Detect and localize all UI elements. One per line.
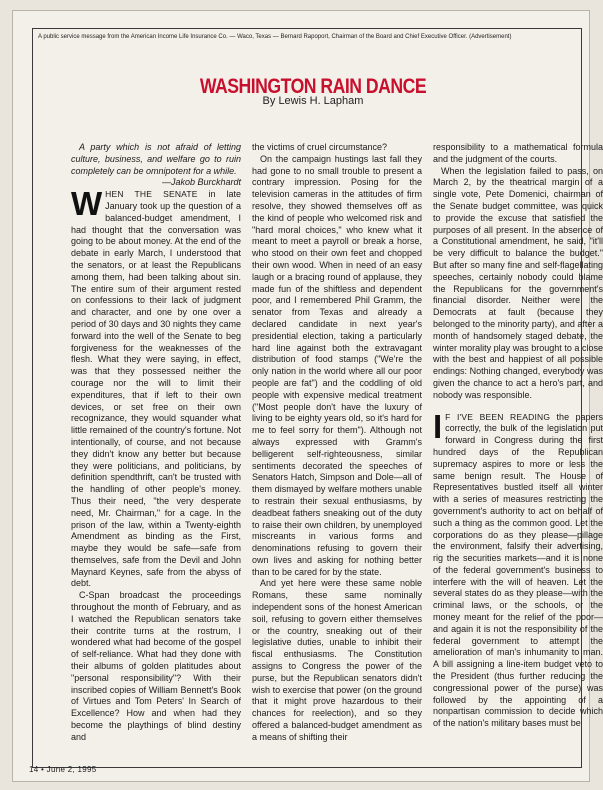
paragraph: When the legislation failed to pass, on March 2, by the theatrical margin of a single vote, Pete Domenici, chairman of the Senate budget committee, was quick to provide the excuse that satisfied the purposes of all present. In the absence of a Constitutional amendment, he said, "it'll be very difficult to balance the budget." But after so many fine and self-flagellating speeches, certainly nobody could blame the Republicans for the government's financial disorder. Neither were the Democrats at fault (because they belonged to the minority party), and after a month of handsomely staged debate, the winter morality play was brought to a close with the best and happiest of all possible endings: Nothing changed, everybody was given the chance to act a hero's part, and nobody was responsible. [433, 165, 603, 400]
column-2 [252, 142, 422, 742]
paragraph-text: in late January took up the question of a balanced-budget amendment, I had thought that the conversation was going to be about money. At the end of the debate in early March, I understood that the senators, or at least the Republicans among them, had been talking about sin. The entire sum of their argument rested on confessions to their lack of judgment and character, and one by one over a period of 30 days and 30 nights they came forward into the well of the Senate to beg forgiveness for the weaknesses of the flesh. What they were saying, in effect, was that they possessed neither the courage nor the will to limit their expenditures, that if left to their own devices, or set free on their own recognizance, they would squander what little remained of the country's fortune. Not intentionally, of course, and not because they didn't know any better but because they were politicians, and politicians, by definition spendthrift, can't be trusted with the handling of other people's money. Thus their need, "the very desperate need, Mr. Chairman," for a cage. In the prison of the law, within a Twenty-eighth Amendment as binding as the First, maybe they would be safe—safe from themselves, safe from the Devil and John Maynard Keynes, safe from the abyss of debt. [71, 189, 241, 589]
paragraph-text: the papers correctly, the bulk of the legislation put forward in Congress during the first hundred days of the Republican supremacy aspires to more or less the same benign result. The House of Representatives bustled itself all winter with a series of measures restricting the government's authority to act on behalf of such a thing as the common good. Let the corporations do as they please—pillage the environment, falsify their advertising, rig the securities markets—and it is none of the federal government's business to interfere with the will of heaven. Let the several states do as they please—with the criminal laws, or the schools, or the money meant for the relief of the poor—and again it is not the responsibility of the federal government to attempt the amelioration of man's inhumanity to man. A bill assigning a line-item budget veto to the President (thus further reducing the congressional power of the purse) was followed by the appointing of a nonpartisan commission to decide which of the nation's military bases must be [433, 411, 603, 729]
epigraph [71, 142, 241, 189]
byline: By Lewis H. Lapham [262, 95, 364, 107]
paragraph: On the campaign hustings last fall they had gone to no small trouble to present a contrary impression. Posing for the television cameras in the attitudes of firm resolve, they showed themselves off as the kind of people who welcomed risk and "hard moral choices," who knew what it meant to meet a payroll or break a horse, who stood on their own feet and chopped their own wood. When in need of an easy laugh or a bracing round of applause, they made fun of the shiftless and dependent poor, and I remembered Phil Gramm, the senator from Texas and already a declared candidate in next year's presidential election, taking a particularly hard line against both the extravagant distribution of food stamps ("We're the only nation in the world where all our poor people are fat") and the coddling of old people with expensive medical treatment ("Most people don't have the luxury of living to be eighty years old, so it's hard for me to feel sorry for them"). Although not always expressed with Gramm's belligerent self-righteousness, similar sentiments decorated the speeches of Senators Hatch, Simpson and Dole—all of them dismayed by welfare mothers unable to restrain their sexual enthusiasms, by deadbeat fathers sneaking out of the duty to raise their own children, by unemployed miscreants in various forms and denominations refusing to govern their own lives and asking for nothing better than to be cared for by the state. [252, 153, 422, 577]
lead-in: F I'VE BEEN READING [445, 411, 551, 422]
epigraph-attribution: —Jakob Burckhardt [161, 177, 241, 188]
column-1 [71, 142, 241, 742]
drop-cap: W [71, 185, 103, 223]
paragraph [71, 185, 241, 590]
drop-cap: I [433, 407, 443, 445]
paragraph: C-Span broadcast the proceedings throughout the month of February, and as I watched the Republican senators take their contrite turns at the rostrum, I wondered what had become of the gospel of self-reliance. What had they done with their albums of golden platitudes about "personal responsibility"? With their inscribed copies of William Bennett's Book of Virtues and Tom Peters' In Search of Excellence? How and when had they become the playthings of blind destiny and [71, 590, 241, 742]
paragraph [433, 407, 603, 731]
page-footer: 14 • June 2, 1995 [29, 765, 97, 774]
column-3 [433, 142, 603, 732]
magazine-page [12, 10, 603, 782]
paragraph: responsibility to a mathematical formula and the judgment of the courts. [433, 142, 603, 164]
advertisement-notice: A public service message from the American Income Life Insurance Co. — Waco, Texas — Bernard Rapoport, Chairman of the Board and Chief Executive Officer. (Advertisement) [38, 34, 512, 40]
paragraph: the victims of cruel circumstance? [252, 142, 388, 152]
lead-in: HEN THE SENATE [105, 189, 198, 200]
paragraph: And yet here were these same noble Romans, these same nominally independent sons of the honest American soil, refusing to govern either themselves or the country, sneaking out of their legislative duties, unable to inhibit their fiscal enthusiasms. The Constitution assigns to Congress the power of the purse, but the Republican senators didn't wish to exercise that power (on the ground that it might prove hazardous to their chances for reelection), and so they offered a balanced-budget amendment as a means of shifting their [252, 578, 422, 742]
epigraph-text: A party which is not afraid of letting culture, business, and welfare go to ruin completely can be omnipotent for a while. [71, 142, 241, 176]
section-break [433, 402, 603, 412]
article-title: WASHINGTON RAIN DANCE [199, 75, 427, 98]
